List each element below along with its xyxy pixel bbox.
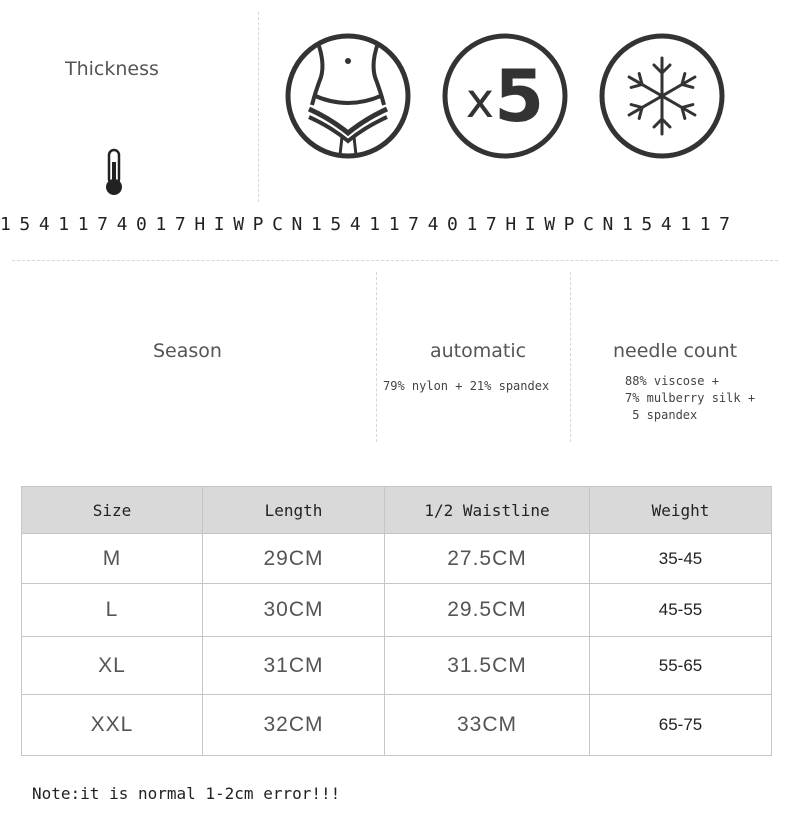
weight-cell: 35-45	[590, 534, 772, 584]
automatic-label: automatic	[430, 340, 527, 362]
x5-prefix: x	[465, 73, 495, 129]
snowflake-icon	[599, 33, 725, 159]
weight-cell: 55-65	[590, 637, 772, 695]
waistline-cell: 29.5CM	[385, 584, 590, 637]
size-cell: M	[22, 534, 203, 584]
waistline-cell: 33CM	[385, 695, 590, 756]
divider-top-vertical	[258, 12, 259, 202]
divider-horizontal	[12, 260, 778, 261]
header-waistline: 1/2 Waistline	[385, 487, 590, 534]
thickness-label: Thickness	[65, 58, 159, 80]
size-cell: XL	[22, 637, 203, 695]
length-cell: 30CM	[203, 584, 385, 637]
header-length: Length	[203, 487, 385, 534]
table-row	[22, 637, 772, 695]
size-table	[21, 486, 772, 756]
size-cell: L	[22, 584, 203, 637]
header-size: Size	[22, 487, 203, 534]
weight-cell: 45-55	[590, 584, 772, 637]
weight-cell: 65-75	[590, 695, 772, 756]
error-note: Note:it is normal 1-2cm error!!!	[32, 784, 341, 803]
table-row	[22, 584, 772, 637]
code-strip: 1541174017HIWPCN1541174017HIWPCN154117	[0, 214, 739, 235]
body-shape-icon	[285, 33, 411, 159]
divider-mid-left	[376, 272, 377, 442]
season-label: Season	[153, 340, 222, 362]
thermometer-icon	[100, 148, 128, 198]
divider-mid-right	[570, 272, 571, 442]
length-cell: 32CM	[203, 695, 385, 756]
table-row	[22, 534, 772, 584]
needle-count-label: needle count	[613, 340, 738, 362]
x5-badge-icon	[442, 33, 568, 159]
table-header-row	[22, 487, 772, 534]
table-row	[22, 695, 772, 756]
length-cell: 29CM	[203, 534, 385, 584]
size-cell: XXL	[22, 695, 203, 756]
waistline-cell: 31.5CM	[385, 637, 590, 695]
needle-count-value: 88% viscose + 7% mulberry silk + 5 spandex	[625, 374, 756, 422]
waistline-cell: 27.5CM	[385, 534, 590, 584]
x5-number: 5	[494, 54, 545, 138]
header-weight: Weight	[590, 487, 772, 534]
automatic-value: 79% nylon + 21% spandex	[383, 379, 550, 393]
length-cell: 31CM	[203, 637, 385, 695]
